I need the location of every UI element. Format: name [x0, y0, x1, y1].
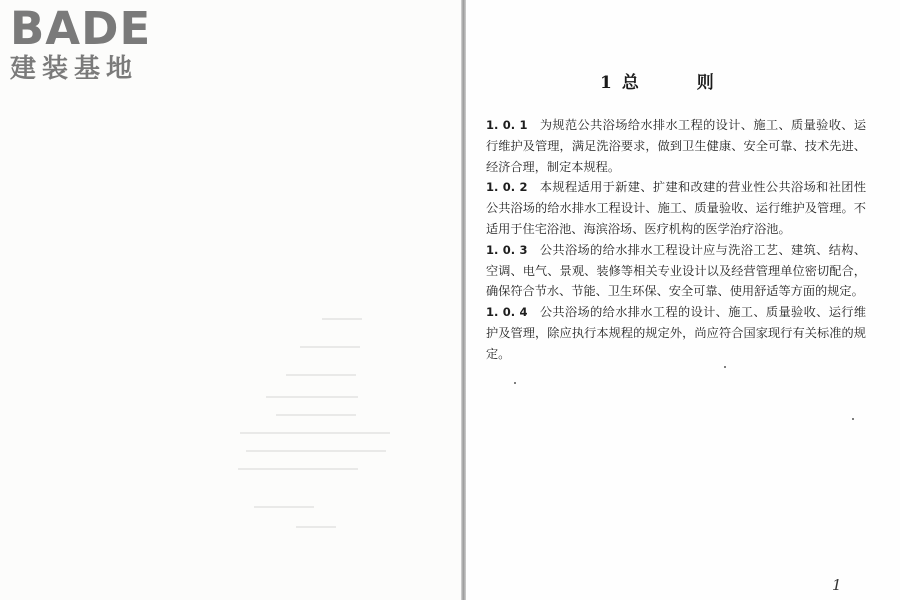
clause-paragraph: [486, 177, 866, 239]
clause-paragraph: [486, 240, 866, 302]
bleed-through-mark: [246, 450, 386, 452]
bleed-through-mark: [276, 414, 356, 416]
chapter-heading: [600, 68, 740, 93]
logo-subtitle: 建装基地: [10, 54, 139, 84]
bleed-through-mark: [286, 374, 356, 376]
clause-text: 公共浴场的给水排水工程设计应与洗浴工艺、建筑、结构、空调、电气、景观、装修等相关专业设计以及经营管理单位密切配合，确保符合节水、节能、卫生环保、安全可靠、使用舒适等方面的规定。: [486, 242, 867, 299]
bleed-through-mark: [296, 526, 336, 528]
bleed-through-mark: [254, 506, 314, 508]
clause-paragraph: [486, 302, 866, 364]
clause-number: 1. 0. 3: [486, 242, 528, 257]
scan-speck: [852, 418, 854, 420]
bleed-through-mark: [238, 468, 358, 470]
bleed-through-mark: [240, 432, 390, 434]
bleed-through-mark: [300, 346, 360, 348]
clause-paragraph: [486, 115, 866, 177]
clause-list: [486, 115, 866, 365]
page-number: 1: [832, 576, 842, 594]
brand-logo: [8, 2, 183, 86]
clause-number: 1. 0. 1: [486, 118, 528, 132]
clause-number: 1. 0. 4: [486, 305, 528, 320]
scan-speck: [514, 382, 516, 384]
logo-brand-text: BADE: [10, 2, 152, 55]
scan-speck: [724, 366, 726, 368]
bleed-through-mark: [322, 318, 362, 320]
clause-number: 1. 0. 2: [486, 180, 528, 195]
clause-text: 为规范公共浴场给水排水工程的设计、施工、质量验收、运行维护及管理，满足洗浴要求，做到卫生健康、安全可靠、技术先进、经济合理，制定本规程。: [486, 118, 867, 174]
bleed-through-mark: [266, 396, 358, 398]
chapter-title-text: 总 则: [621, 73, 740, 93]
clause-text: 本规程适用于新建、扩建和改建的营业性公共浴场和社团性公共浴场的给水排水工程设计、施工、质量验收、运行维护及管理。不适用于住宅浴池、海滨浴场、医疗机构的医学治疗浴池。: [486, 180, 867, 236]
clause-text: 公共浴场的给水排水工程的设计、施工、质量验收、运行维护及管理，除应执行本规程的规定外，尚应符合国家现行有关标准的规定。: [486, 305, 867, 361]
chapter-number: 1: [600, 73, 612, 93]
